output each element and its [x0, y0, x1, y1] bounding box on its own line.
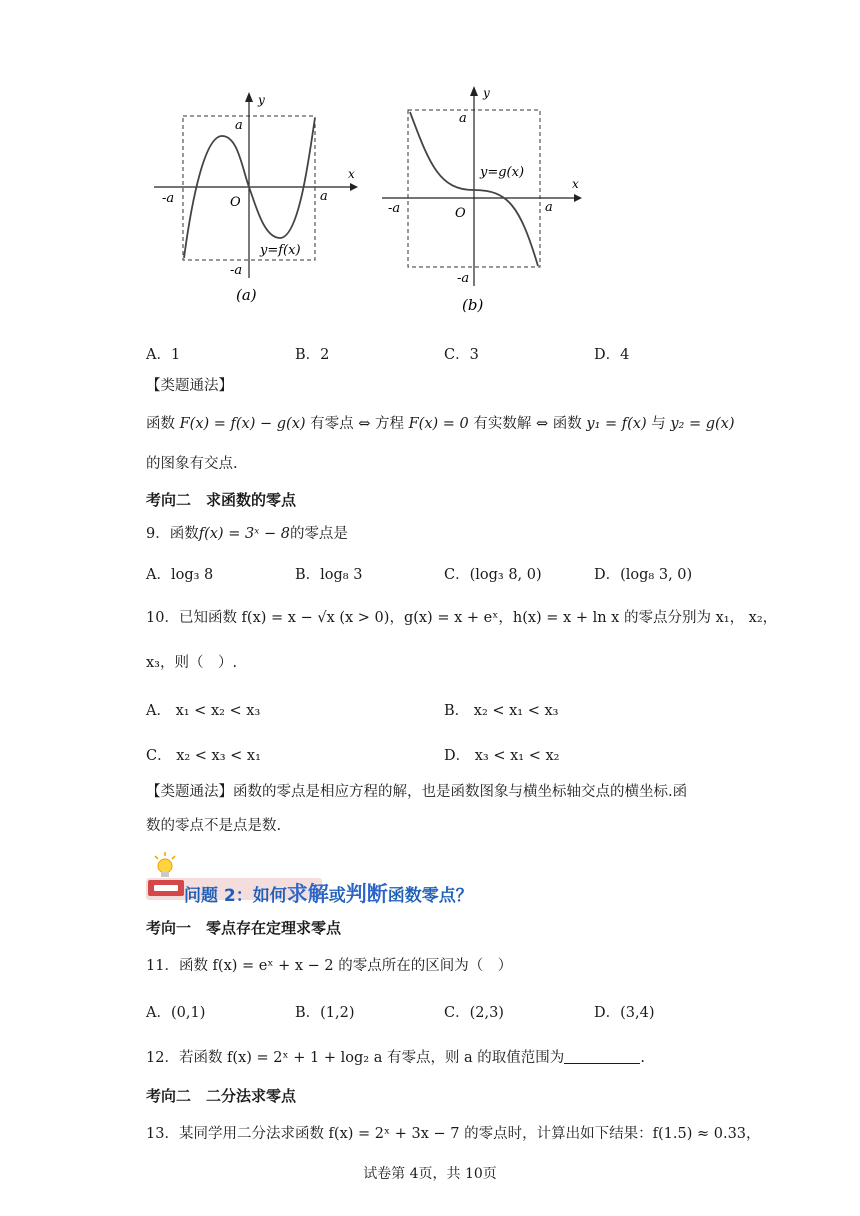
q10-option-b[interactable]: B． x₂ < x₁ < x₃ [444, 703, 559, 719]
q12-stem: 12．若函数 f(x) = 2ˣ + 1 + log₂ a 有零点，则 a 的取值范围为 . [146, 1047, 645, 1068]
q9-option-a[interactable]: A．log₃ 8 [146, 567, 214, 583]
q11-stem: 11．函数 f(x) = eˣ + x − 2 的零点所在的区间为（ ） [146, 958, 513, 974]
q8-option-a[interactable]: A．1 [146, 347, 181, 363]
q12-answer-blank[interactable] [564, 1047, 640, 1064]
fig-b-origin: O [455, 206, 466, 221]
section-heading-b1: 考向一 零点存在定理求零点 [146, 919, 342, 937]
q8-option-d[interactable]: D．4 [594, 347, 630, 363]
q10-option-d[interactable]: D． x₃ < x₁ < x₂ [444, 748, 560, 764]
q11-option-b[interactable]: B．(1,2) [295, 1005, 355, 1021]
book-icon [148, 880, 184, 896]
fig-a-neg-a-left: -a [162, 191, 175, 206]
fig-b-a-right: a [545, 200, 553, 215]
fig-a-caption: (a) [236, 286, 257, 304]
figure-a [150, 88, 370, 314]
q11-option-c[interactable]: C．(2,3) [444, 1005, 504, 1021]
q10-line1: 10．已知函数 f(x) = x − √x (x > 0)，g(x) = x + eˣ，h(x) = x + ln x 的零点分别为 x₁， x₂， [146, 610, 778, 626]
q11-option-d[interactable]: D．(3,4) [594, 1005, 655, 1021]
section-heading-b2: 考向二 二分法求零点 [146, 1087, 297, 1105]
method1-line1: 函数 F(x) = f(x) − g(x) 有零点 ⇔ 方程 F(x) = 0 有实数解 ⇔ 函数 y₁ = f(x) 与 y₂ = g(x) [146, 416, 735, 432]
fig-a-a-right: a [320, 189, 328, 204]
fig-a-y-label: y [258, 93, 265, 107]
q9-option-d[interactable]: D．(log₈ 3, 0) [594, 567, 693, 583]
q11-option-a[interactable]: A．(0,1) [146, 1005, 206, 1021]
method1-heading: 【类题通法】 [146, 378, 233, 394]
fig-a-curve-label: y=f(x) [260, 243, 301, 258]
fig-b-caption: (b) [462, 296, 484, 314]
fig-a-neg-a-bottom: -a [230, 263, 243, 278]
q9-option-c[interactable]: C．(log₃ 8, 0) [444, 567, 542, 583]
fig-b-neg-a-bottom: -a [457, 271, 470, 286]
q8-option-b[interactable]: B．2 [295, 347, 330, 363]
q9-stem: 9．函数f(x) = 3ˣ − 8的零点是 [146, 526, 348, 542]
q10-option-c[interactable]: C． x₂ < x₃ < x₁ [146, 748, 261, 764]
q13-line1: 13．某同学用二分法求函数 f(x) = 2ˣ + 3x − 7 的零点时，计算出如下结果：f(1.5) ≈ 0.33， [146, 1126, 761, 1142]
fig-b-y-label: y [483, 86, 490, 100]
banner-title: 问题 2：如何求解或判断函数零点？ [184, 882, 473, 906]
page-footer: 试卷第 4页，共 10页 [363, 1166, 497, 1182]
fig-a-a-top: a [235, 118, 243, 133]
figure-b [380, 86, 590, 316]
q8-option-c[interactable]: C．3 [444, 347, 479, 363]
fig-b-a-top: a [459, 111, 467, 126]
method1-line2: 的图象有交点. [146, 456, 238, 472]
fig-b-neg-a-left: -a [388, 201, 401, 216]
q10-line2: x₃，则（ ）. [146, 655, 238, 671]
fig-a-x-label: x [348, 167, 355, 181]
problem-banner [146, 852, 506, 904]
q10-option-a[interactable]: A． x₁ < x₂ < x₃ [146, 703, 261, 719]
method2-line2: 数的零点不是点是数. [146, 818, 282, 834]
section-heading-a2: 考向二 求函数的零点 [146, 491, 297, 509]
fig-b-x-label: x [572, 177, 579, 191]
fig-b-curve-label: y=g(x) [480, 165, 525, 180]
method2-line1: 【类题通法】函数的零点是相应方程的解，也是函数图象与横坐标轴交点的横坐标.函 [146, 784, 688, 800]
fig-a-origin: O [230, 195, 241, 210]
q9-option-b[interactable]: B．log₈ 3 [295, 567, 363, 583]
